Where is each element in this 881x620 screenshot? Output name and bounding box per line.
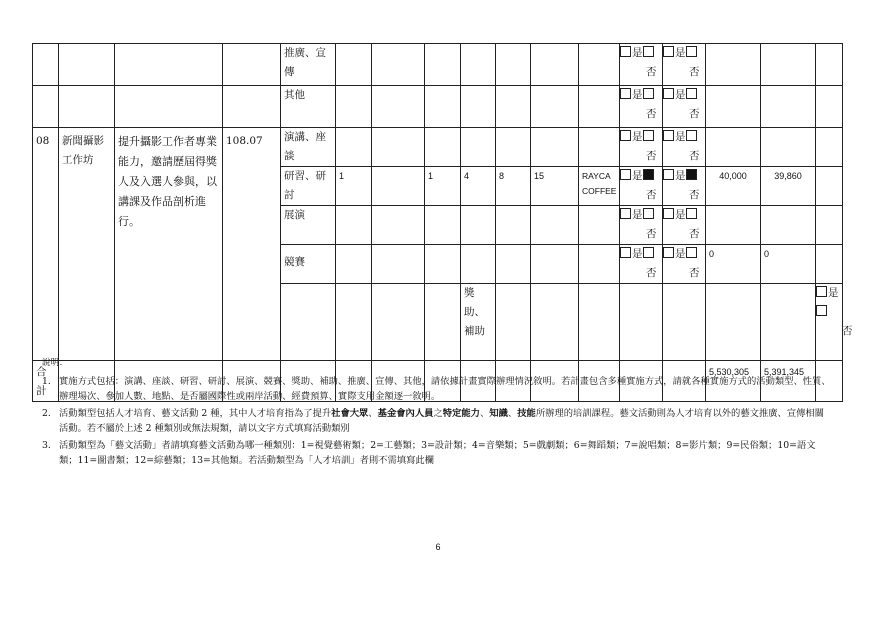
note-text: 實施方式包括：演講、座談、研習、研討、展演、競賽、獎助、補助、推廣、宣傳、其他，請依據計畫實際辦理情況敘明。若計畫包含多種實施方式，請就各種實施方式的活動類型、性質、辦理場次、參加人數、地點、是否屬國際性或兩岸活動、經費預算、實際支用金額逐一敘明。 [59,375,831,402]
crossstrait-yes-no: 是 否 [663,86,706,128]
crossstrait-yes-no: 是 否 [663,128,706,167]
note-number: 1. [42,375,51,387]
method-label: 研習、研討 [281,167,336,206]
budget-amount: 40,000 [706,167,761,206]
note-text: 活動類型為「藝文活動」者請填寫藝文活動為哪一種類別：1=視覺藝術類；2=工藝類；3=設計類；4=音樂類；5=戲劇類；6=舞蹈類；7=說唱類；8=影片類；9=民俗類；10=語文類；11=圖書類；12=綜藝類；13=其他類。若活動類型為「人才培訓」者則不需填寫此欄 [59,439,816,466]
note-number: 2. [42,407,51,419]
checkbox-no-checked[interactable] [686,169,697,180]
page-number: 6 [435,542,441,552]
notes-title: 說明： [42,358,68,368]
checkbox-no[interactable] [643,130,654,141]
checkbox-no[interactable] [643,208,654,219]
note-number: 3. [42,439,51,451]
note-item [42,406,832,437]
checkbox-no[interactable] [643,88,654,99]
checkbox-no[interactable] [816,305,827,316]
project-code: 08 [33,128,59,361]
method-label: 獎助、補助 [461,284,496,361]
checkbox-yes[interactable] [663,247,674,258]
cell-value: 8 [496,167,531,206]
total-budget: 5,530,305 [706,361,761,402]
checkbox-yes[interactable] [620,88,631,99]
cell-value: 1 [336,167,372,206]
cell-value: 1 [425,167,461,206]
checkbox-no-checked[interactable] [643,169,654,180]
method-label: 推廣、宣傳 [281,44,336,86]
checkbox-yes[interactable] [663,169,674,180]
total-actual: 5,391,345 [761,361,816,402]
checkbox-no[interactable] [686,130,697,141]
checkbox-no[interactable] [643,247,654,258]
international-yes-no: 是 否 [620,245,663,284]
checkbox-yes[interactable] [663,88,674,99]
note-text: 活動類型包括人才培育、藝文活動 2 種，其中人才培育指為了提升社會大眾、基金會內人員之特定能力、知識、技能所辦理的培訓課程。藝文活動則為人才培育以外的藝文推廣、宣傳相關活動。若不屬於上述 2 種類別或無法規類，請以文字方式填寫活動類別 [59,407,825,434]
method-label: 競賽 [281,245,336,284]
checkbox-yes[interactable] [620,46,631,57]
venue: RAYCA COFFEE [579,167,620,206]
method-label: 演講、座談 [281,128,336,167]
crossstrait-yes-no: 是 否 [663,245,706,284]
checkbox-no[interactable] [686,46,697,57]
actual-amount: 39,860 [761,167,816,206]
note-item [42,438,832,469]
checkbox-yes[interactable] [620,130,631,141]
crossstrait-yes-no: 是 否 [663,167,706,206]
table-row [33,128,843,167]
checkbox-yes[interactable] [663,208,674,219]
cell-value: 4 [461,167,496,206]
international-yes-no: 是 否 [816,284,843,361]
note-item [42,374,832,405]
method-label: 展演 [281,206,336,245]
crossstrait-yes-no: 是 否 [663,44,706,86]
table-row [33,86,843,128]
checkbox-yes[interactable] [620,169,631,180]
method-label: 其他 [281,86,336,128]
cell-value: 15 [531,167,579,206]
checkbox-no[interactable] [643,46,654,57]
project-name: 新聞攝影工作坊 [59,128,115,361]
checkbox-no[interactable] [686,88,697,99]
international-yes-no: 是 否 [620,206,663,245]
international-yes-no: 是 否 [620,86,663,128]
checkbox-yes[interactable] [663,130,674,141]
checkbox-no[interactable] [686,247,697,258]
checkbox-yes[interactable] [620,247,631,258]
checkbox-yes[interactable] [663,46,674,57]
notes-section [42,356,832,469]
crossstrait-yes-no: 是 否 [663,206,706,245]
checkbox-no[interactable] [686,208,697,219]
activity-table [32,43,881,402]
checkbox-yes[interactable] [816,286,827,297]
international-yes-no: 是 否 [620,128,663,167]
project-description: 提升攝影工作者專業能力，邀請歷屆得獎人及入選人參與，以講課及作品剖析進行。 [115,128,223,361]
total-label: 合計 [33,361,59,402]
table-row [33,44,843,86]
international-yes-no: 是 否 [620,167,663,206]
project-date: 108.07 [223,128,281,361]
budget-amount: 0 [706,245,761,284]
checkbox-yes[interactable] [620,208,631,219]
international-yes-no: 是 否 [620,44,663,86]
actual-amount: 0 [761,245,816,284]
